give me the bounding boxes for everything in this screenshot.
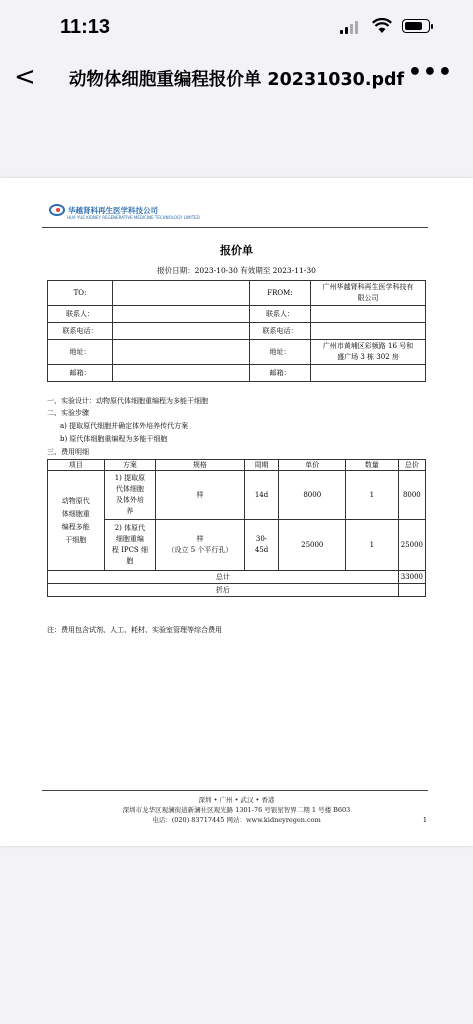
period-cell: 14d <box>244 471 279 520</box>
header-qty: 数量 <box>346 460 399 471</box>
contact-label-2: 联系人： <box>250 306 311 323</box>
email-label-2: 邮箱： <box>250 365 311 382</box>
address-label: 地址： <box>48 340 113 365</box>
discount-label: 折后 <box>48 584 399 597</box>
footer-contact: 电话：(020) 83717445 网站：www.kidneyregen.com <box>152 816 321 824</box>
page-number: 1 <box>422 816 427 824</box>
logo-subtext: HUA YUE KIDNEY REGENERATIVE MEDICINE TECHNOLOGY LIMITED <box>67 215 200 220</box>
contact-value-2 <box>311 306 426 323</box>
grand-total-label: 总计 <box>48 571 399 584</box>
plan-line: 2) 体原代 <box>114 524 146 532</box>
logo-mark-icon <box>49 204 65 216</box>
status-time: 11:13 <box>60 16 111 38</box>
plan-cell <box>104 520 156 571</box>
to-label: TO: <box>48 281 113 306</box>
fee-table <box>47 459 426 597</box>
plan-line: 程 IPCS 细 <box>111 546 148 554</box>
spec-line: （设立 5 个平行孔） <box>167 546 233 554</box>
wifi-icon <box>372 18 392 34</box>
section-design: 一、实验设计：动物原代体细胞重编程为多能干细胞 <box>47 397 208 405</box>
footer-cities: 深圳 • 广州 • 武汉 • 香港 <box>198 796 275 804</box>
plan-line: 细胞重编 <box>115 535 144 543</box>
document-title: 动物体细胞重编程报价单 20231030.pdf <box>68 70 405 90</box>
qty-cell: 1 <box>346 471 399 520</box>
battery-icon <box>402 19 430 33</box>
email-value <box>113 365 250 382</box>
grand-total-value: 33000 <box>398 571 425 584</box>
project-line: 动物原代 <box>61 496 90 505</box>
contact-info-table <box>47 280 426 382</box>
step-b: b) 原代体细胞重编程为多能干细胞 <box>60 435 168 443</box>
discount-value <box>398 584 425 597</box>
battery-fill <box>405 22 422 30</box>
header-total: 总价 <box>398 460 425 471</box>
address-value-2 <box>311 340 426 365</box>
section-fees: 三、费用明细 <box>47 448 89 456</box>
spec-line: 样 <box>196 535 204 543</box>
logo-text: 华越肾科再生医学科技公司 <box>68 205 158 215</box>
period-line: 30- <box>255 535 268 543</box>
spec-cell: 样 <box>156 471 244 520</box>
to-value <box>113 281 250 306</box>
step-a: a) 提取原代细胞并确定体外培养传代方案 <box>60 422 189 430</box>
from-value-line1: 广州华越肾科再生医学科技有 <box>322 283 414 291</box>
phone-label: 联系电话： <box>48 323 113 340</box>
email-value-2 <box>311 365 426 382</box>
header-unit-price: 单价 <box>279 460 346 471</box>
period-line: 45d <box>254 546 269 554</box>
contact-value <box>113 306 250 323</box>
phone-value <box>113 323 250 340</box>
total-cell: 8000 <box>398 471 425 520</box>
address-label-2: 地址： <box>250 340 311 365</box>
section-steps: 二、实验步骤 <box>47 409 89 417</box>
project-cell <box>48 471 105 571</box>
quote-dates: 报价日期：2023-10-30 有效期至 2023-11-30 <box>157 266 316 275</box>
footer-address: 深圳市龙华区观澜街道新澜社区观光路 1301-76 号银星智界二期 1 号楼 B603 <box>122 806 351 814</box>
header-project: 项目 <box>48 460 105 471</box>
project-line: 编程多能 <box>61 522 90 531</box>
plan-line: 1) 提取原 <box>114 474 146 482</box>
unit-price-cell: 8000 <box>279 471 346 520</box>
back-chevron-icon[interactable]: < <box>14 62 36 92</box>
more-options-icon[interactable]: ••• <box>407 60 453 85</box>
contact-label: 联系人： <box>48 306 113 323</box>
period-cell <box>244 520 279 571</box>
plan-line: 及体外培 <box>115 496 144 504</box>
project-line: 干细胞 <box>65 535 87 544</box>
address-value <box>113 340 250 365</box>
phone-label-2: 联系电话： <box>250 323 311 340</box>
footer-divider <box>42 790 428 791</box>
email-label: 邮箱： <box>48 365 113 382</box>
navigation-bar <box>0 52 473 102</box>
plan-line: 胞 <box>126 557 134 565</box>
pdf-page[interactable] <box>0 178 473 846</box>
from-label: FROM: <box>250 281 311 306</box>
address-line2: 盛广场 3 栋 302 房 <box>337 353 399 361</box>
header-spec: 规格 <box>156 460 244 471</box>
unit-price-cell: 25000 <box>279 520 346 571</box>
plan-line: 养 <box>126 507 134 515</box>
phone-value-2 <box>311 323 426 340</box>
header-divider <box>42 227 428 228</box>
address-line1: 广州市黄埔区彩频路 16 号和 <box>322 342 414 350</box>
from-value <box>311 281 426 306</box>
project-line: 体细胞重 <box>61 509 90 518</box>
status-bar <box>0 0 473 52</box>
spec-cell <box>156 520 244 571</box>
header-period: 周期 <box>244 460 279 471</box>
fee-note: 注：费用包含试剂、人工、耗材、实验室管理等综合费用 <box>47 626 222 634</box>
quote-title: 报价单 <box>220 244 253 257</box>
qty-cell: 1 <box>346 520 399 571</box>
plan-line: 代体细胞 <box>115 485 144 493</box>
from-value-line2: 限公司 <box>357 294 379 302</box>
cellular-signal-icon <box>340 20 358 34</box>
header-plan: 方案 <box>104 460 156 471</box>
plan-cell <box>104 471 156 520</box>
total-cell: 25000 <box>398 520 425 571</box>
company-logo <box>49 204 200 220</box>
